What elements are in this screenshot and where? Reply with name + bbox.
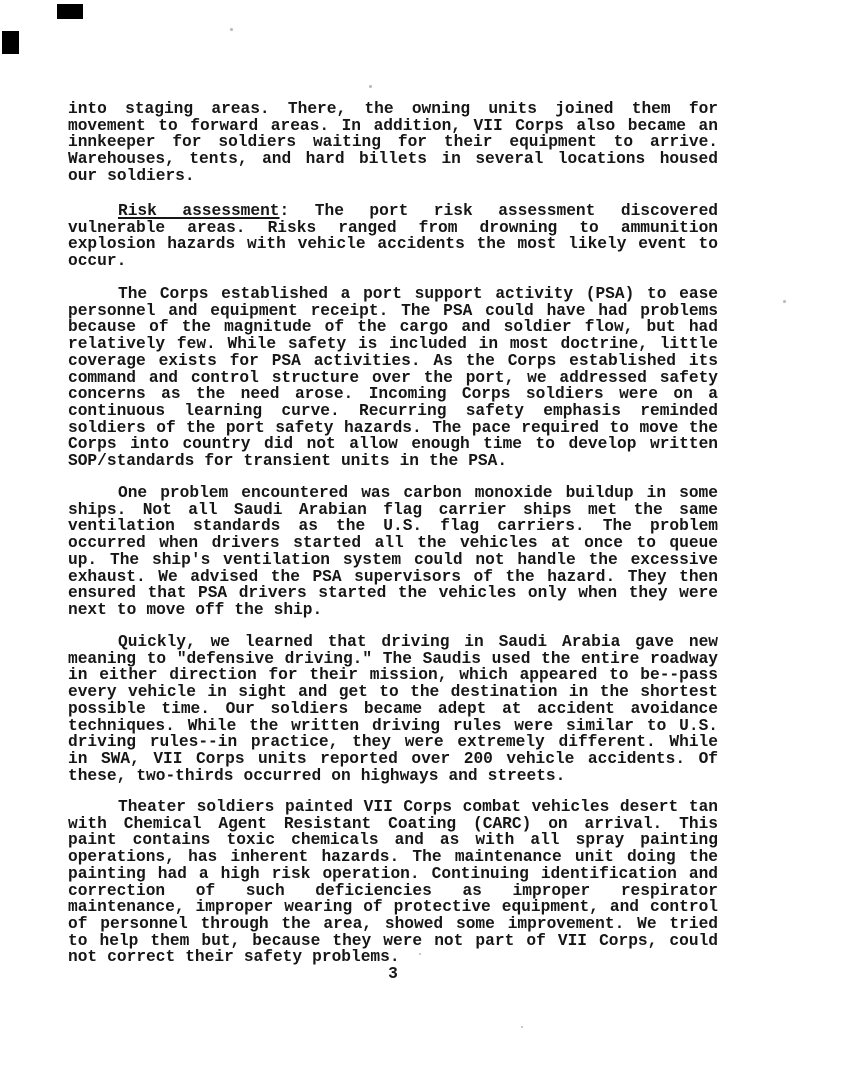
scan-artifact-mark [57,4,83,19]
page-number: 3 [388,965,398,983]
paragraph-staging-areas: into staging areas. There, the owning units joined them for movement to forward areas. In addition, VII Corps also became an innkeeper for soldiers waiting for their equipment to arrive. Warehouses, tents, and hard billets in several locations housed our soldiers. [68,100,718,185]
paragraph-defensive-driving: Quickly, we learned that driving in Saudi Arabia gave new meaning to "defensive driving." The Saudis used the entire roadway in either direction for their mission, which appeared to be--pass every vehicle in sight and get to the destination in the shortest possible time. Our soldiers became adept at accident avoidance techniques. While the written driving rules were similar to U.S. driving rules--in practice, they were extremely different. While in SWA, VII Corps units reported over 200 vehicle accidents. Of these, two-thirds occurred on highways and streets. [68,633,718,785]
scan-speck [230,28,233,31]
scan-artifact-mark [2,31,19,54]
risk-assessment-heading: Risk assessment [118,202,280,220]
paragraph-risk-assessment [68,203,718,270]
scan-speck [369,85,372,88]
risk-assessment-body: : The port risk assessment discovered vulnerable areas. Risks ranged from drowning to ammunition explosion hazards with vehicle accidents the most likely event to occur. [68,202,718,271]
paragraph-port-support-activity: The Corps established a port support activity (PSA) to ease personnel and equipment receipt. The PSA could have had problems because of the magnitude of the cargo and soldier flow, but had relatively few. While safety is included in most doctrine, little coverage exists for PSA activities. As the Corps established its command and control structure over the port, we addressed safety concerns as the need arose. Incoming Corps soldiers were on a continuous learning curve. Recurring safety emphasis reminded soldiers of the port safety hazards. The pace required to move the Corps into country did not allow enough time to develop written SOP/standards for transient units in the PSA. [68,285,718,471]
scan-speck [783,300,786,303]
paragraph-carc-painting: Theater soldiers painted VII Corps combat vehicles desert tan with Chemical Agent Resistant Coating (CARC) on arrival. This paint contains toxic chemicals and as with all spray painting operations, has inherent hazards. The maintenance unit doing the painting had a high risk operation. Continuing identification and correction of such deficiencies as improper respirator maintenance, improper wearing of protective equipment, and control of personnel through the area, showed some improvement. We tried to help them but, because they were not part of VII Corps, could not correct their safety problems. [68,798,718,967]
paragraph-carbon-monoxide: One problem encountered was carbon monoxide buildup in some ships. Not all Saudi Arabian flag carrier ships met the same ventilation standards as the U.S. flag carriers. The problem occurred when drivers started all the vehicles at once to queue up. The ship's ventilation system could not handle the excessive exhaust. We advised the PSA supervisors of the hazard. They then ensured that PSA drivers started the vehicles only when they were next to move off the ship. [68,484,718,619]
scan-speck [521,1026,523,1028]
